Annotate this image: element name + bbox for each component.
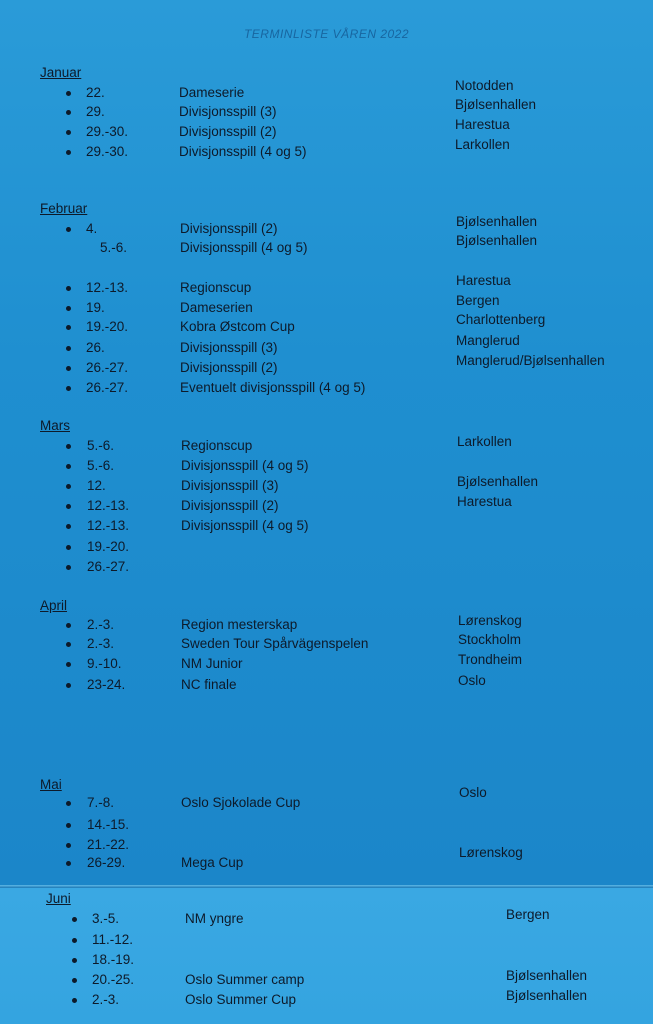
row-date: 19.-20. bbox=[87, 539, 130, 554]
row-event: Region mesterskap bbox=[181, 617, 298, 632]
row-date: 11.-12. bbox=[92, 932, 134, 947]
row-event: NC finale bbox=[181, 677, 237, 692]
row-date: 29.-30. bbox=[86, 144, 129, 159]
row-place: Stockholm bbox=[458, 632, 522, 647]
schedule-row bbox=[0, 538, 653, 556]
schedule-row bbox=[0, 494, 653, 515]
row-place: Larkollen bbox=[455, 137, 510, 152]
month-heading: April bbox=[40, 598, 68, 613]
bullet-icon bbox=[66, 227, 71, 232]
schedule-row bbox=[0, 613, 653, 634]
row-place: Bjølsenhallen bbox=[455, 97, 537, 112]
schedule-row bbox=[0, 988, 653, 1009]
row-date: 20.-25. bbox=[92, 972, 135, 987]
row-event: Mega Cup bbox=[181, 855, 244, 870]
row-place: Bergen bbox=[506, 907, 550, 922]
bullet-icon bbox=[66, 346, 71, 351]
bullet-icon bbox=[66, 683, 71, 688]
row-place: Harestua bbox=[456, 273, 511, 288]
schedule-row bbox=[0, 214, 653, 238]
bullet-icon bbox=[66, 325, 71, 330]
row-event: Divisjonsspill (4 og 5) bbox=[180, 240, 308, 255]
schedule-row bbox=[0, 517, 653, 535]
row-event: Dameserie bbox=[179, 85, 245, 100]
bullet-icon bbox=[66, 623, 71, 628]
row-date: 5.-6. bbox=[100, 240, 128, 255]
row-event: Divisjonsspill (2) bbox=[180, 360, 278, 375]
bullet-icon bbox=[66, 565, 71, 570]
row-date: 14.-15. bbox=[87, 817, 130, 832]
row-place: Lørenskog bbox=[459, 845, 523, 860]
row-event: Divisjonsspill (4 og 5) bbox=[179, 144, 307, 159]
bullet-icon bbox=[66, 386, 71, 391]
row-date: 12. bbox=[87, 478, 106, 493]
row-date: 29. bbox=[86, 104, 105, 119]
row-place: Bjølsenhallen bbox=[457, 474, 539, 489]
row-place: Manglerud/Bjølsenhallen bbox=[456, 353, 605, 368]
row-event: Kobra Østcom Cup bbox=[180, 319, 295, 334]
row-date: 22. bbox=[86, 85, 105, 100]
month-heading: Februar bbox=[40, 201, 88, 216]
bullet-icon bbox=[66, 464, 71, 469]
row-date: 5.-6. bbox=[87, 438, 115, 453]
schedule-row bbox=[0, 558, 653, 576]
row-event: Oslo Summer camp bbox=[185, 972, 305, 987]
row-date: 19. bbox=[86, 300, 105, 315]
bullet-icon bbox=[66, 524, 71, 529]
schedule-row bbox=[0, 907, 653, 928]
row-event: Divisjonsspill (2) bbox=[179, 124, 277, 139]
row-place: Notodden bbox=[455, 78, 514, 93]
row-event: Oslo Sjokolade Cup bbox=[181, 795, 301, 810]
row-place: Bjølsenhallen bbox=[456, 233, 538, 248]
row-place: Harestua bbox=[457, 494, 512, 509]
schedule-row bbox=[0, 353, 653, 377]
month-heading: Januar bbox=[40, 65, 82, 80]
row-date: 26.-27. bbox=[86, 380, 129, 395]
schedule-row bbox=[0, 273, 653, 297]
row-date: 3.-5. bbox=[92, 911, 120, 926]
row-date: 9.-10. bbox=[87, 656, 122, 671]
row-event: Dameserien bbox=[180, 300, 253, 315]
bullet-icon bbox=[66, 642, 71, 647]
schedule-row bbox=[0, 816, 653, 834]
schedule-row bbox=[0, 97, 653, 121]
row-date: 12.-13. bbox=[87, 518, 130, 533]
bullet-icon bbox=[66, 504, 71, 509]
row-date: 29.-30. bbox=[86, 124, 129, 139]
page-title: TERMINLISTE VÅREN 2022 bbox=[243, 27, 410, 41]
row-place: Manglerud bbox=[456, 333, 520, 348]
row-event: Divisjonsspill (4 og 5) bbox=[181, 518, 309, 533]
schedule-row bbox=[0, 233, 653, 257]
row-date: 21.-22. bbox=[87, 837, 130, 852]
row-event: NM yngre bbox=[185, 911, 244, 926]
row-event: Eventuelt divisjonsspill (4 og 5) bbox=[180, 380, 366, 395]
row-event: Regionscup bbox=[180, 280, 252, 295]
schedule-row bbox=[0, 474, 653, 495]
row-date: 23-24. bbox=[87, 677, 126, 692]
schedule-row bbox=[0, 632, 653, 653]
bullet-icon bbox=[66, 545, 71, 550]
bullet-icon bbox=[66, 823, 71, 828]
row-place: Lørenskog bbox=[458, 613, 522, 628]
bullet-icon bbox=[66, 484, 71, 489]
month-heading: Juni bbox=[46, 891, 71, 906]
row-date: 26.-27. bbox=[86, 360, 129, 375]
row-place: Harestua bbox=[455, 117, 510, 132]
row-date: 7.-8. bbox=[87, 795, 115, 810]
bullet-icon bbox=[66, 444, 71, 449]
schedule-row bbox=[0, 117, 653, 141]
bullet-icon bbox=[72, 978, 77, 983]
row-place: Bjølsenhallen bbox=[506, 968, 588, 983]
schedule-row bbox=[0, 652, 653, 673]
bullet-icon bbox=[66, 366, 71, 371]
schedule-row bbox=[0, 785, 653, 812]
row-event: Divisjonsspill (2) bbox=[181, 498, 279, 513]
row-date: 26. bbox=[86, 340, 105, 355]
bullet-icon bbox=[66, 286, 71, 291]
schedule-row bbox=[0, 434, 653, 455]
row-date: 2.-3. bbox=[92, 992, 120, 1007]
bullet-icon bbox=[66, 861, 71, 866]
row-place: Trondheim bbox=[458, 652, 523, 667]
row-event: Sweden Tour Spårvägenspelen bbox=[181, 636, 369, 651]
bullet-icon bbox=[66, 150, 71, 155]
row-place: Bjølsenhallen bbox=[456, 214, 538, 229]
schedule-row bbox=[0, 293, 653, 317]
bullet-icon bbox=[66, 130, 71, 135]
row-place: Oslo bbox=[459, 785, 487, 800]
row-place: Charlottenberg bbox=[456, 312, 546, 327]
row-date: 19.-20. bbox=[86, 319, 129, 334]
row-date: 12.-13. bbox=[86, 280, 129, 295]
bullet-icon bbox=[66, 91, 71, 96]
row-event: Divisjonsspill (4 og 5) bbox=[181, 458, 309, 473]
row-date: 2.-3. bbox=[87, 636, 115, 651]
bullet-icon bbox=[66, 306, 71, 311]
schedule-row bbox=[0, 673, 653, 694]
row-place: Bergen bbox=[456, 293, 500, 308]
row-event: NM Junior bbox=[181, 656, 243, 671]
bullet-icon bbox=[66, 662, 71, 667]
row-date: 5.-6. bbox=[87, 458, 115, 473]
bullet-icon bbox=[72, 938, 77, 943]
schedule-row bbox=[0, 845, 653, 872]
row-event: Divisjonsspill (3) bbox=[181, 478, 279, 493]
schedule-row bbox=[0, 78, 653, 102]
row-date: 18.-19. bbox=[92, 952, 135, 967]
schedule-row bbox=[0, 931, 653, 949]
row-date: 4. bbox=[86, 221, 98, 236]
row-place: Oslo bbox=[458, 673, 486, 688]
row-date: 2.-3. bbox=[87, 617, 115, 632]
row-event: Divisjonsspill (3) bbox=[179, 104, 277, 119]
row-event: Regionscup bbox=[181, 438, 253, 453]
row-place: Bjølsenhallen bbox=[506, 988, 588, 1003]
row-event: Oslo Summer Cup bbox=[185, 992, 297, 1007]
row-date: 26.-27. bbox=[87, 559, 130, 574]
month-heading: Mai bbox=[40, 777, 62, 792]
schedule-row bbox=[0, 137, 653, 161]
schedule-row bbox=[0, 312, 653, 336]
bullet-icon bbox=[72, 917, 77, 922]
row-place: Larkollen bbox=[457, 434, 512, 449]
bullet-icon bbox=[72, 958, 77, 963]
schedule-row bbox=[0, 379, 653, 397]
row-date: 26-29. bbox=[87, 855, 126, 870]
schedule-row bbox=[0, 457, 653, 475]
bullet-icon bbox=[72, 998, 77, 1003]
row-event: Divisjonsspill (2) bbox=[180, 221, 278, 236]
row-event: Divisjonsspill (3) bbox=[180, 340, 278, 355]
row-date: 12.-13. bbox=[87, 498, 130, 513]
bullet-icon bbox=[66, 843, 71, 848]
bullet-icon bbox=[66, 801, 71, 806]
month-heading: Mars bbox=[40, 418, 70, 433]
bullet-icon bbox=[66, 110, 71, 115]
schedule-row bbox=[0, 836, 653, 854]
